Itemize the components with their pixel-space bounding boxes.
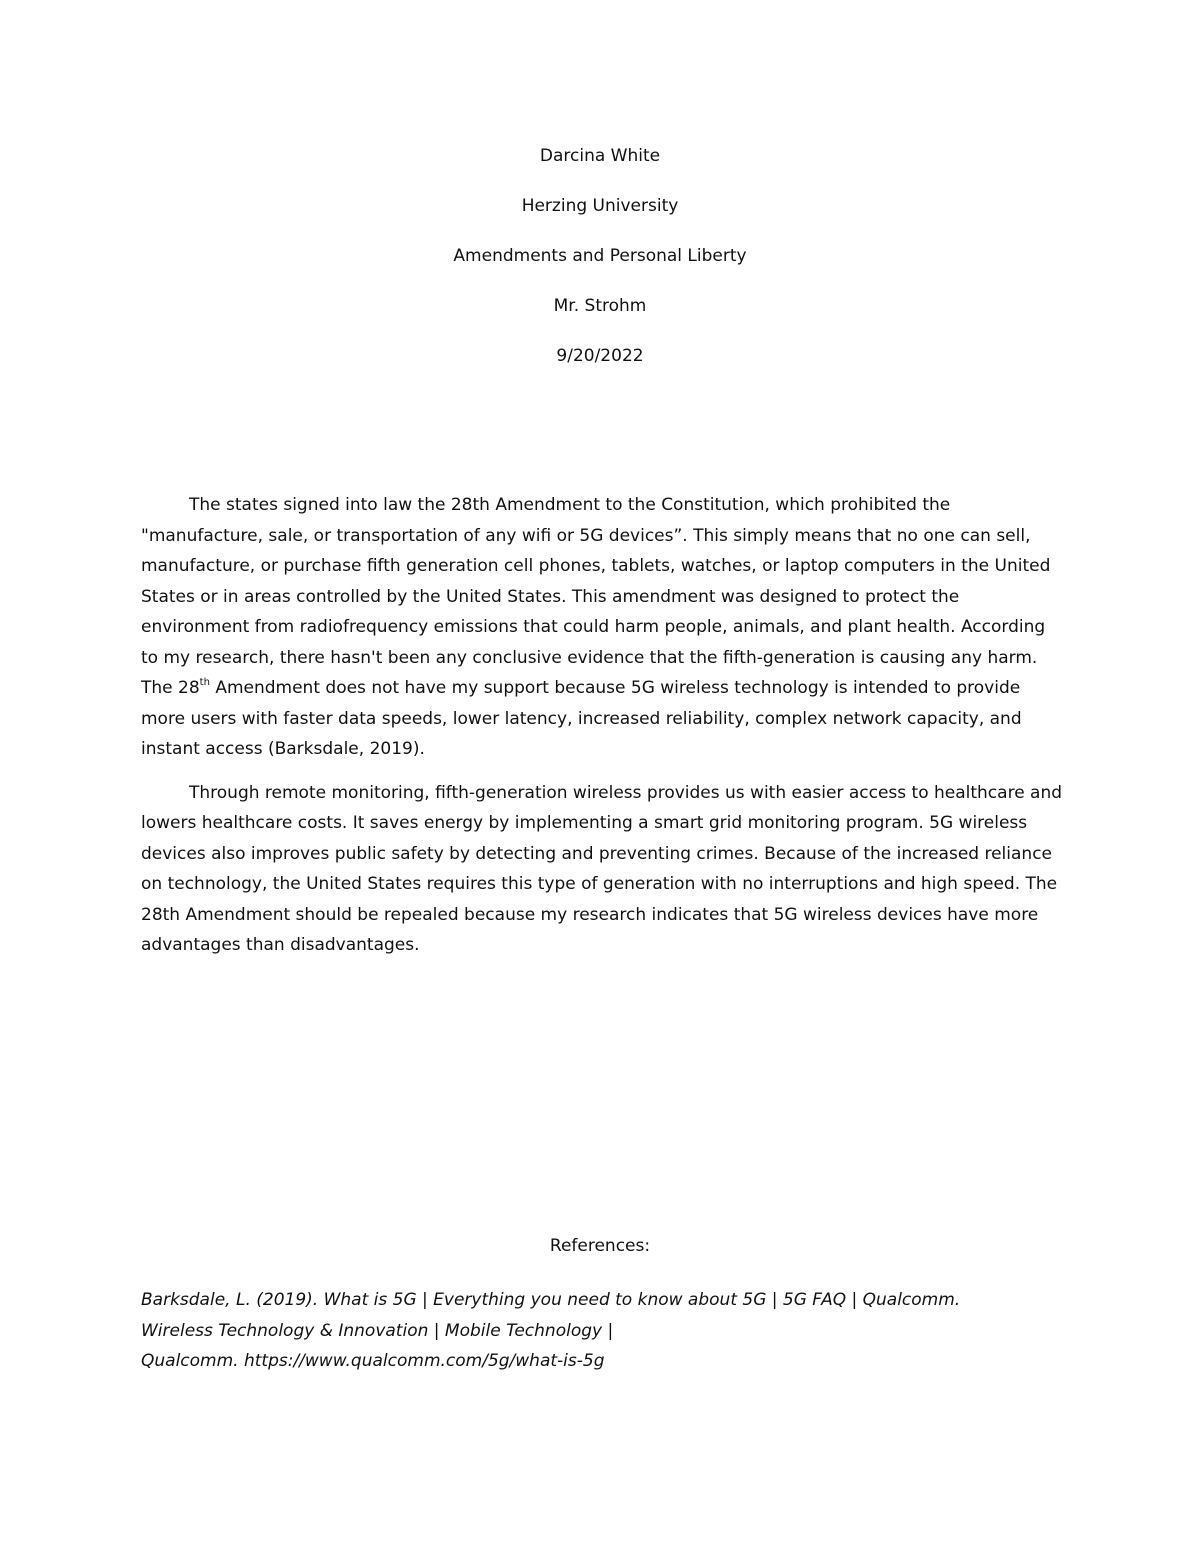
reference-line-2: Wireless Technology & Innovation | Mobile Technology | bbox=[141, 1320, 614, 1341]
title-page-block bbox=[0, 143, 1200, 393]
submission-date: 9/20/2022 bbox=[556, 346, 644, 366]
instructor-name: Mr. Strohm bbox=[553, 296, 647, 316]
ordinal-superscript: th bbox=[199, 677, 210, 689]
reference-entry bbox=[141, 1285, 1063, 1377]
author-name: Darcina White bbox=[539, 146, 661, 166]
institution-name: Herzing University bbox=[521, 196, 679, 216]
course-title: Amendments and Personal Liberty bbox=[453, 246, 747, 266]
references-heading: References: bbox=[549, 1236, 651, 1256]
body-paragraph-2: Through remote monitoring, fifth-generation wireless provides us with easier access to healthcare and lowers healthcare costs. It saves energy by implementing a smart grid monitoring program. 5G wireless devices also improves public safety by detecting and preventing crimes. Because of the increased reliance on technology, the United States requires this type of generation with no interruptions and high speed. The 28th Amendment should be repealed because my research indicates that 5G wireless devices have more advantages than disadvantages. bbox=[141, 782, 1063, 955]
essay-body bbox=[141, 490, 1063, 974]
reference-line-3: Qualcomm. https://www.qualcomm.com/5g/what-is-5g bbox=[141, 1351, 605, 1371]
paragraph-1-text-b: Amendment does not have my support because 5G wireless technology is intended to provide more users with faster data speeds, lower latency, increased reliability, complex network capacity, and instant access (Barksdale, 2019). bbox=[141, 678, 1022, 759]
body-paragraph-1 bbox=[141, 490, 1063, 765]
paragraph-1-text-a: The states signed into law the 28th Amendment to the Constitution, which prohibited the "manufacture, sale, or transportation of any wifi or 5G devices”. This simply means that no one can sell, manufacture, or purchase fifth generation cell phones, tablets, watches, or laptop computers in the United States or in areas controlled by the United States. This amendment was designed to protect the environment from radiofrequency emissions that could harm people, animals, and plant health. According to my research, there hasn't been any conclusive evidence that the fifth-generation is causing any harm. The 28 bbox=[141, 495, 1051, 698]
reference-line-1: Barksdale, L. (2019). What is 5G | Everything you need to know about 5G | 5G FAQ | Qualcomm. bbox=[141, 1290, 961, 1310]
